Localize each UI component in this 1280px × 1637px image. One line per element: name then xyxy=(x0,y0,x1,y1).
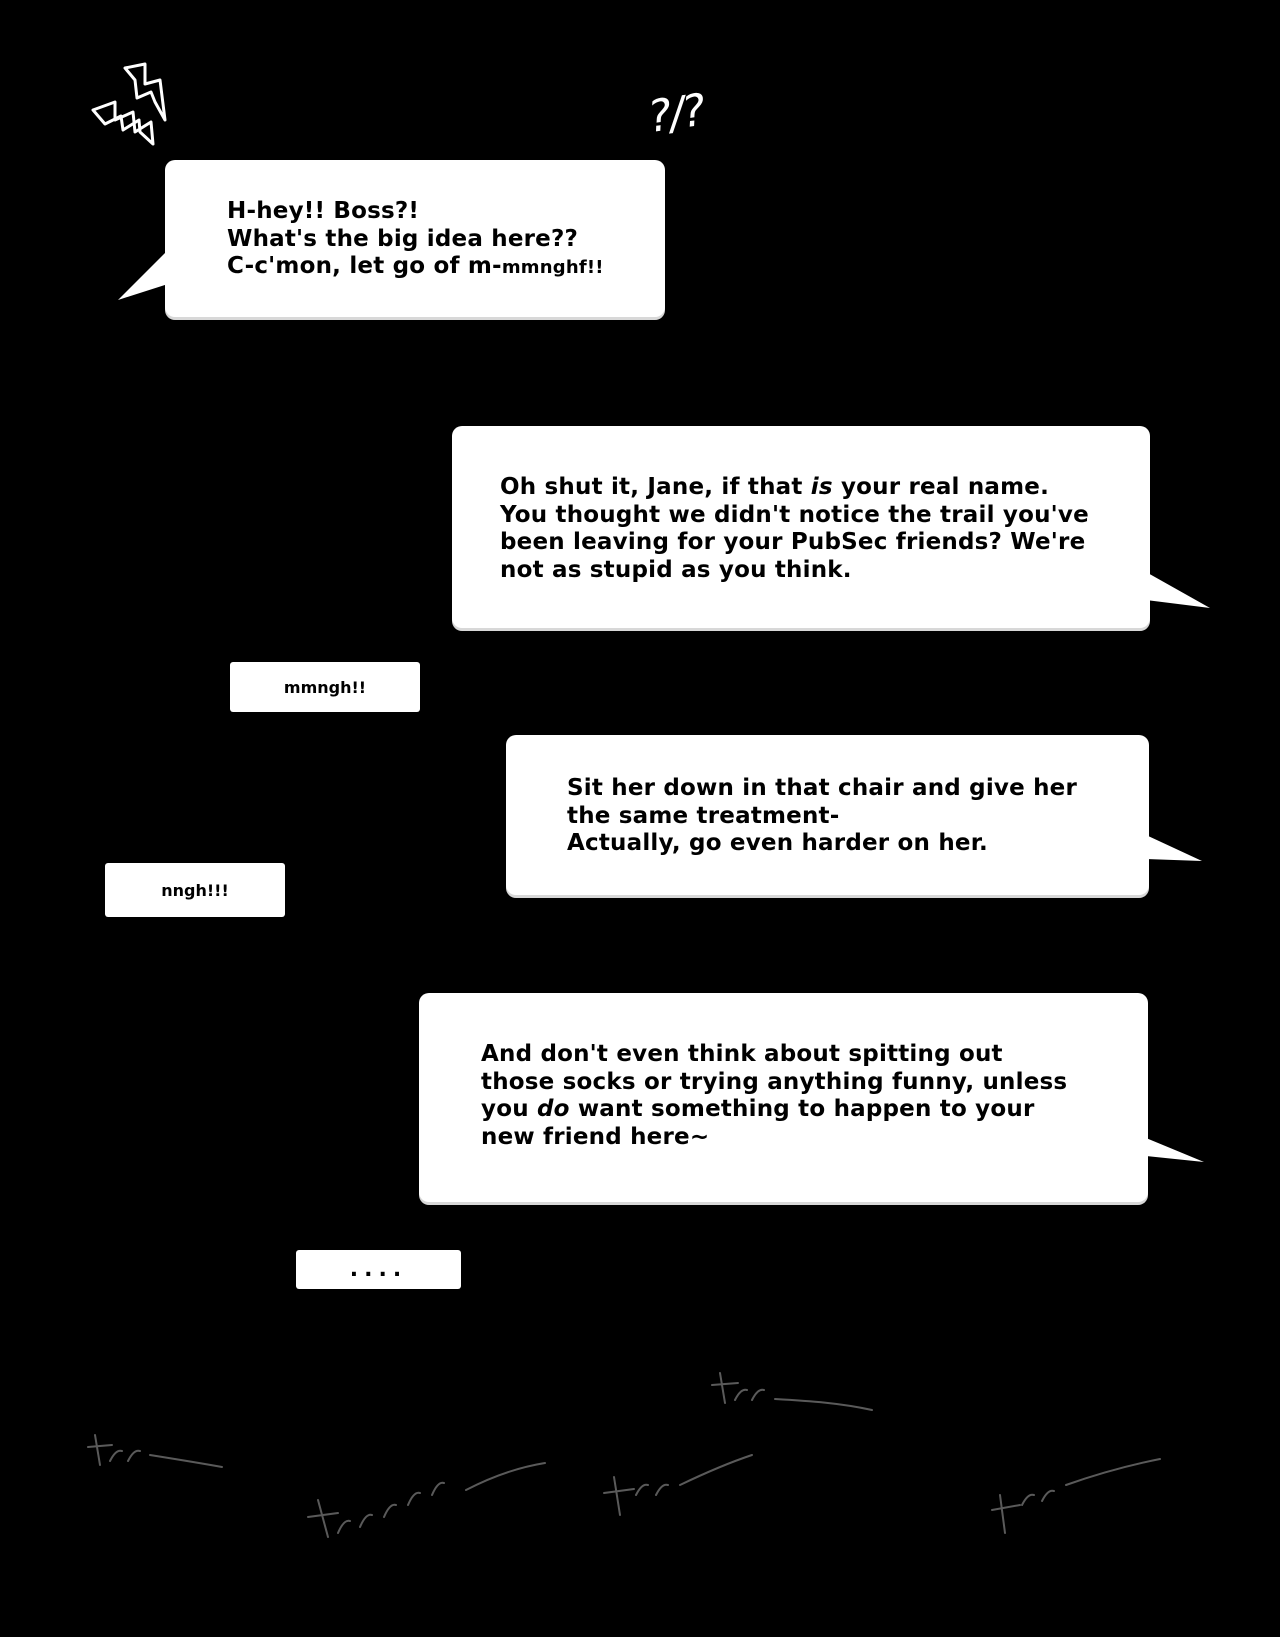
speech-bubble-2 xyxy=(452,426,1150,628)
bubble-1-line-1: H-hey!! Boss?! xyxy=(227,198,420,224)
bubble-2-line-1-a: Oh shut it, Jane, if that xyxy=(500,474,811,500)
bubble-4-line-1: And don't even think about spitting out xyxy=(481,1041,1003,1067)
bubble-2-line-4: not as stupid as you think. xyxy=(500,556,852,583)
bubble-4-line-3-b: want something to happen to your xyxy=(569,1096,1035,1122)
bubble-1-line-3-trail: mmnghf!! xyxy=(501,257,604,278)
bubble-2-tail xyxy=(1146,570,1214,610)
speech-bubble-4 xyxy=(419,993,1148,1202)
scratch-marks-icon xyxy=(0,1355,1280,1615)
muffled-sound-mmngh: mmngh!! xyxy=(230,662,420,712)
bubble-2-line-1 xyxy=(500,474,1089,502)
bubble-3-line-2: the same treatment- xyxy=(567,802,840,829)
bubble-4-line-3-a: you xyxy=(481,1096,537,1122)
lightning-bolts-icon xyxy=(85,62,185,157)
speech-bubble-3 xyxy=(506,735,1149,895)
bubble-1-line-2: What's the big idea here?? xyxy=(227,225,579,252)
bubble-2-line-1-b: your real name. xyxy=(832,474,1050,500)
speech-bubble-1 xyxy=(165,160,665,317)
silence-dots: .... xyxy=(296,1250,461,1289)
bubble-4-line-2: those socks or trying anything funny, unless xyxy=(481,1068,1068,1095)
bubble-3-line-3: Actually, go even harder on her. xyxy=(567,830,988,856)
bubble-3-tail xyxy=(1146,835,1206,865)
bubble-4-line-4: new friend here~ xyxy=(481,1123,710,1150)
bubble-1-line-3 xyxy=(227,253,604,282)
bubble-3-line-1: Sit her down in that chair and give her xyxy=(567,775,1078,801)
bubble-4-line-3-em: do xyxy=(536,1096,570,1122)
question-marks-icon xyxy=(644,84,738,158)
bubble-2-line-1-em: is xyxy=(810,474,833,500)
bubble-2-line-2: You thought we didn't notice the trail you've xyxy=(500,501,1089,528)
confused-sfx: ?/? xyxy=(644,84,707,144)
bubble-1-line-3-prefix: C-c'mon, let go of m- xyxy=(227,253,502,279)
bubble-4-tail xyxy=(1146,1138,1208,1164)
muffled-sound-nngh: nngh!!! xyxy=(105,863,285,917)
bubble-1-tail xyxy=(118,252,170,302)
bubble-4-line-3 xyxy=(481,1096,1067,1124)
bubble-2-line-3: been leaving for your PubSec friends? We're xyxy=(500,529,1086,555)
